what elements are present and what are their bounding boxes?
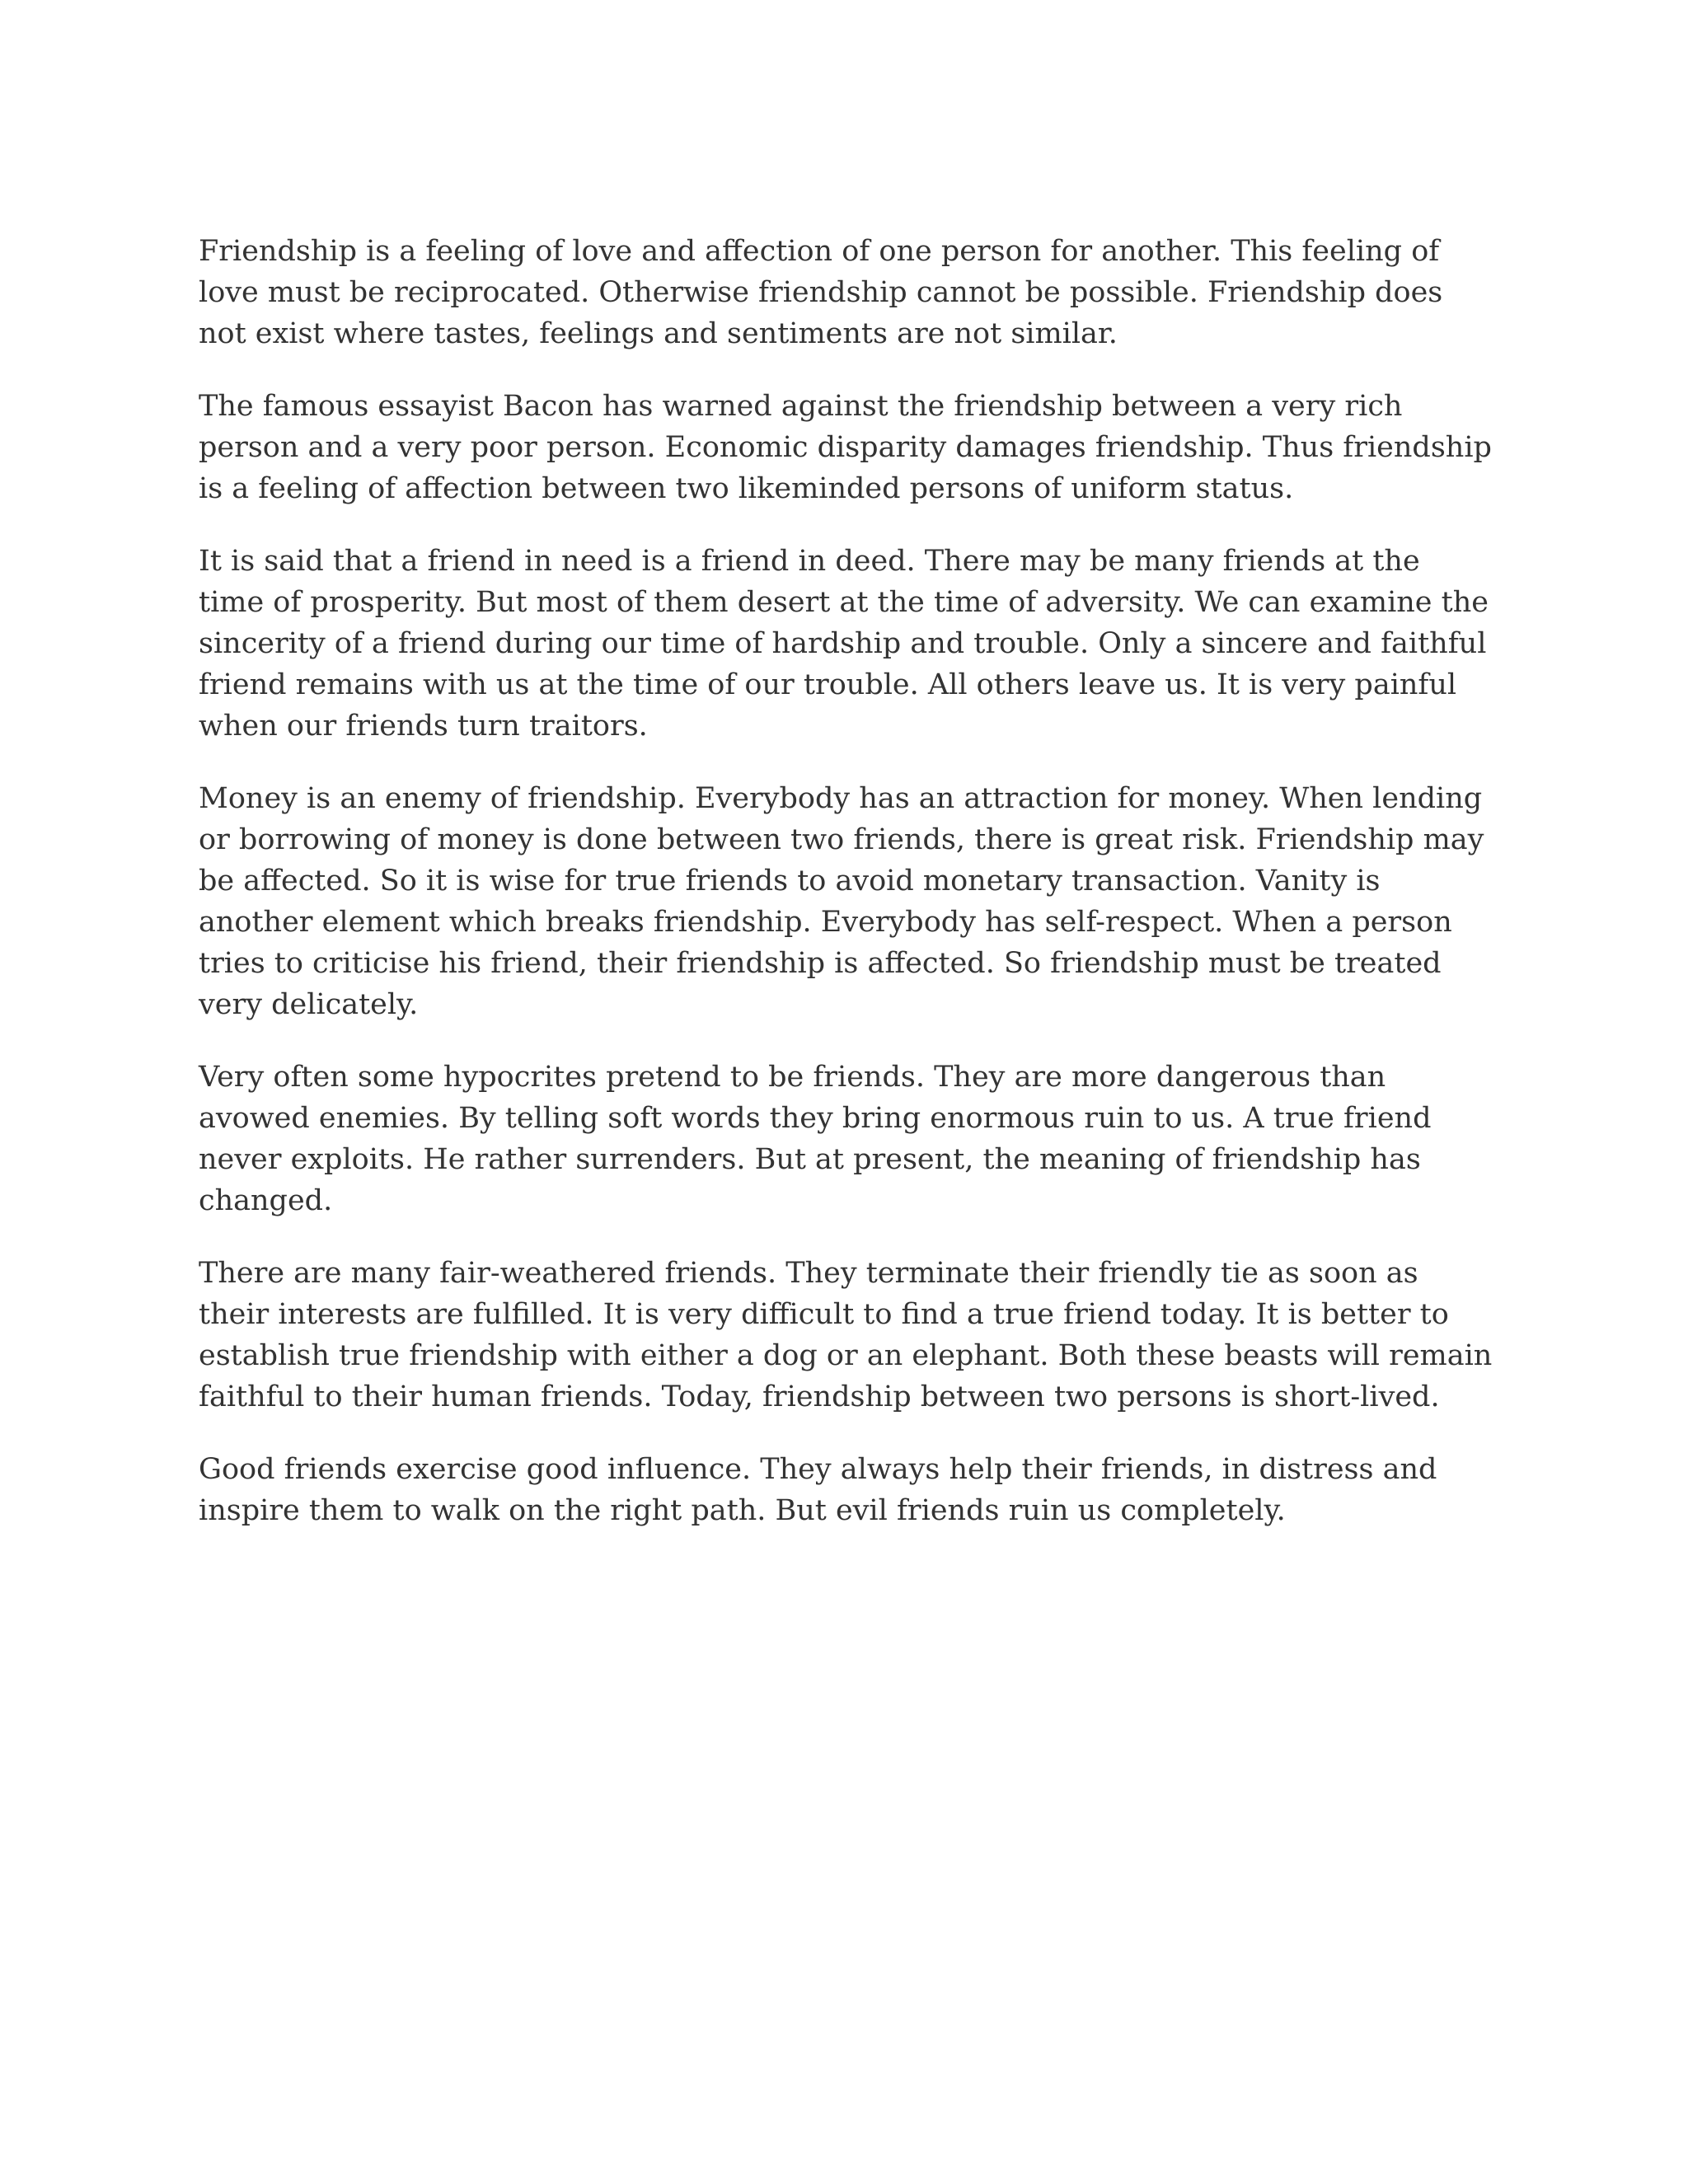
paragraph-6: There are many fair-weathered friends. They terminate their friendly tie as soon as their interests are fulfilled. It is very difficult to find a true friend today. It is better to establish true friendship with either a dog or an elephant. Both these beasts will remain faithful to their human friends. Today, friendship between two persons is short-lived.	[199, 1257, 1493, 1413]
paragraph-4: Money is an enemy of friendship. Everybody has an attraction for money. When lending or borrowing of money is done between two friends, there is great risk. Friendship may be affected. So it is wise for true friends to avoid monetary transaction. Vanity is another element which breaks friendship. Everybody has self-respect. When a person tries to criticise his friend, their friendship is affected. So friendship must be treated very delicately.	[199, 782, 1484, 1021]
paragraph-1: Friendship is a feeling of love and affection of one person for another. This feeling of love must be reciprocated. Otherwise friendship cannot be possible. Friendship does not exist where tastes, feelings and sentiments are not similar.	[199, 235, 1443, 350]
paragraph-7: Good friends exercise good influence. They always help their friends, in distress and inspire them to walk on the right path. But evil friends ruin us completely.	[199, 1453, 1437, 1527]
paragraph-3: It is said that a friend in need is a friend in deed. There may be many friends at the time of prosperity. But most of them desert at the time of adversity. We can examine the sincerity of a friend during our time of hardship and trouble. Only a sincere and faithful friend remains with us at the time of our trouble. All others leave us. It is very painful when our friends turn traitors.	[199, 545, 1489, 743]
paragraph-5: Very often some hypocrites pretend to be friends. They are more dangerous than avowed enemies. By telling soft words they bring enormous ruin to us. A true friend never exploits. He rather surrenders. But at present, the meaning of friendship has changed.	[199, 1061, 1432, 1217]
paragraph-2: The famous essayist Bacon has warned against the friendship between a very rich person and a very poor person. Economic disparity damages friendship. Thus friendship is a feeling of affection between two likeminded persons of uniform status.	[199, 390, 1492, 505]
document-body	[199, 231, 1493, 1563]
